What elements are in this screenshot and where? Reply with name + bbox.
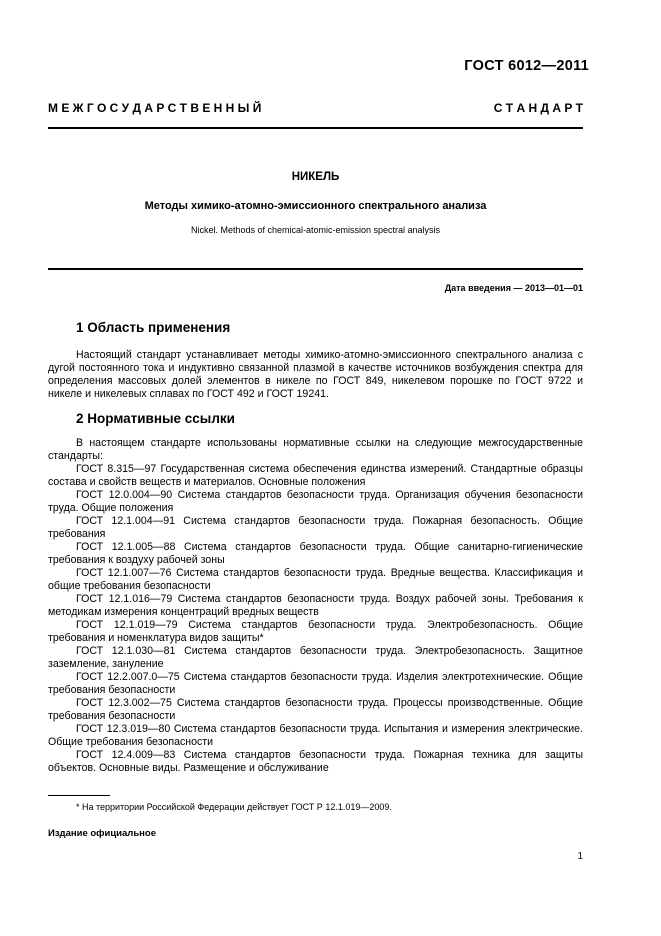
banner-word-interstate: М Е Ж Г О С У Д А Р С Т В Е Н Н Ы Й	[48, 101, 262, 115]
reference-item: ГОСТ 12.3.019—80 Система стандартов безопасности труда. Испытания и измерения электрические. Общие требования безопасности	[48, 723, 583, 748]
reference-item: ГОСТ 12.0.004—90 Система стандартов безопасности труда. Организация обучения безопасности труда. Общие положения	[48, 489, 583, 514]
document-code: ГОСТ 6012—2011	[464, 58, 589, 74]
section-heading-scope: 1 Область применения	[76, 320, 231, 335]
banner-word-standard: С Т А Н Д А Р Т	[493, 101, 583, 115]
reference-item: ГОСТ 8.315—97 Государственная система обеспечения единства измерений. Стандартные образцы состава и свойств веществ и материалов. Основные положения	[48, 463, 583, 488]
page-number: 1	[577, 851, 583, 862]
document-title: НИКЕЛЬ	[291, 171, 340, 183]
reference-item: ГОСТ 12.3.002—75 Система стандартов безопасности труда. Процессы производственные. Общие требования безопасности	[48, 697, 583, 722]
section-body-references	[48, 437, 583, 775]
reference-item: ГОСТ 12.4.009—83 Система стандартов безопасности труда. Пожарная техника для защиты объектов. Основные виды. Размещение и обслуживание	[48, 749, 583, 774]
reference-item: ГОСТ 12.2.007.0—75 Система стандартов безопасности труда. Изделия электротехнические. Общие требования безопасности	[48, 671, 583, 696]
footnote-divider	[48, 795, 110, 796]
introduction-date: Дата введения — 2013—01—01	[444, 283, 583, 293]
official-edition-label: Издание официальное	[48, 828, 156, 839]
reference-item: ГОСТ 12.1.030—81 Система стандартов безопасности труда. Электробезопасность. Защитное заземление, зануление	[48, 645, 583, 670]
reference-item: ГОСТ 12.1.004—91 Система стандартов безопасности труда. Пожарная безопасность. Общие требования	[48, 515, 583, 540]
title-divider	[48, 268, 583, 270]
paragraph: В настоящем стандарте использованы нормативные ссылки на следующие межгосударственные стандарты:	[48, 437, 583, 462]
reference-item: ГОСТ 12.1.016—79 Система стандартов безопасности труда. Воздух рабочей зоны. Требования к методикам измерения концентраций вредных веществ	[48, 593, 583, 618]
english-title: Nickel. Methods of chemical-atomic-emission spectral analysis	[190, 225, 441, 235]
reference-item: ГОСТ 12.1.019—79 Система стандартов безопасности труда. Электробезопасность. Общие требования и номенклатура видов защиты*	[48, 619, 583, 644]
footnote: * На территории Российской Федерации действует ГОСТ Р 12.1.019—2009.	[76, 802, 392, 812]
section-heading-references: 2 Нормативные ссылки	[76, 411, 235, 426]
standard-banner	[48, 101, 583, 115]
reference-item: ГОСТ 12.1.007—76 Система стандартов безопасности труда. Вредные вещества. Классификация и общие требования безопасности	[48, 567, 583, 592]
header-divider	[48, 127, 583, 129]
section-body-scope	[48, 349, 583, 401]
paragraph: Настоящий стандарт устанавливает методы химико-атомно-эмиссионного спектрального анализа с дугой постоянного тока и индуктивно связанной плазмой в качестве источников возбуждения спектра для определения массовых долей элементов в никеле по ГОСТ 849, никелевом порошке по ГОСТ 9722 и никеле и никелевых сплавах по ГОСТ 492 и ГОСТ 19241.	[48, 349, 583, 400]
document-subtitle: Методы химико-атомно-эмиссионного спектрального анализа	[144, 200, 487, 212]
reference-item: ГОСТ 12.1.005—88 Система стандартов безопасности труда. Общие санитарно-гигиенические требования к воздуху рабочей зоны	[48, 541, 583, 566]
